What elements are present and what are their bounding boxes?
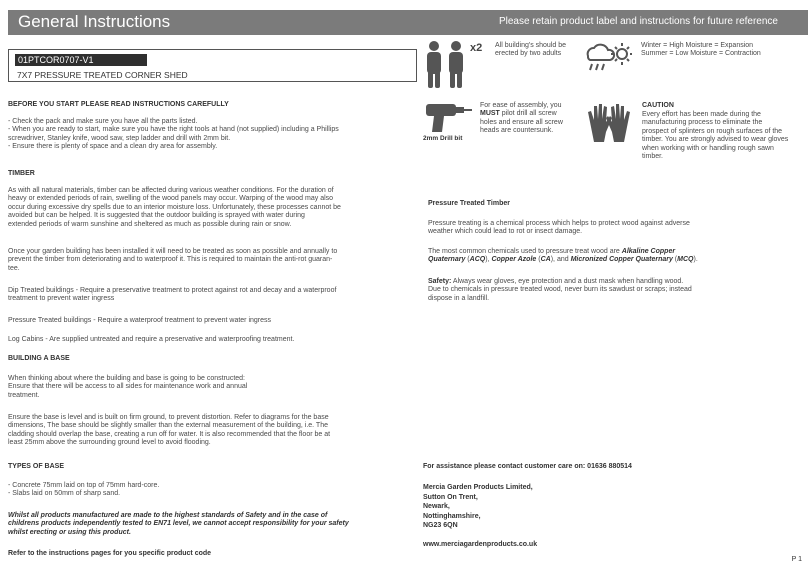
pressure-treated-paragraph xyxy=(428,220,690,237)
text-line xyxy=(428,278,692,286)
log-cabins-text: Log Cabins - Are supplied untreated and require a preservative and waterproofing treatment. xyxy=(8,336,295,343)
chemicals-paragraph xyxy=(428,248,698,265)
address-line: Mercia Garden Products Limited, xyxy=(423,484,533,491)
text-line: Once your garden building has been installed it will need to be treated as soon as possible and annually to xyxy=(8,248,338,255)
caution-text xyxy=(642,111,788,161)
text-line: whilst erecting or using this product. xyxy=(8,528,131,536)
address-line: Nottinghamshire, xyxy=(423,512,481,520)
drill-icon xyxy=(424,100,472,134)
caution-heading: CAUTION xyxy=(642,102,674,109)
text-line: weather which could lead to rot or insect damage. xyxy=(428,228,583,236)
text-line: Ensure the base is level and is built on firm ground, to prevent distortion. Refer to diagrams for the base xyxy=(8,414,329,421)
text-line: treatment. xyxy=(8,391,40,399)
page-number: P 1 xyxy=(791,556,802,563)
text-line: Every effort has been made during the xyxy=(642,111,761,118)
must-emphasis: MUST xyxy=(480,110,500,118)
text-line: when working with or handling rough sawn xyxy=(642,144,774,152)
chemical-abbr: MCQ xyxy=(677,256,694,264)
weather-text xyxy=(641,42,761,59)
header-bar xyxy=(8,10,808,35)
text-line: least 25mm above the surrounding ground level to avoid flooding. xyxy=(8,439,211,447)
text-line: Winter = High Moisture = Expansion xyxy=(641,42,754,49)
product-name: 7X7 PRESSURE TREATED CORNER SHED xyxy=(17,70,188,80)
list-item: - Ensure there is plenty of space and a clean dry area for assembly. xyxy=(8,143,218,151)
page-title: General Instructions xyxy=(18,12,171,31)
text-line: heavy or extended periods of rain, swelling of the wood panels may occur. Warping of the wood may also xyxy=(8,195,334,203)
before-start-list xyxy=(8,118,339,152)
text-line: Whilst all products manufactured are made to the highest standards of Safety and in the case of xyxy=(8,512,328,519)
list-item: - Concrete 75mm laid on top of 75mm hard-core. xyxy=(8,482,160,489)
text-line: prospect of splinters on rough surfaces of the xyxy=(642,127,783,135)
types-heading: TYPES OF BASE xyxy=(8,463,65,470)
drill-text xyxy=(480,102,563,136)
text-line: Pressure treating is a chemical process which helps to protect wood against adverse xyxy=(428,220,690,227)
types-list xyxy=(8,482,159,499)
text-line: cladding should overlap the base, creating a run off for water. It is also recommended that the floor be at xyxy=(8,430,331,438)
drill-bit-label: 2mm Drill bit xyxy=(423,135,463,142)
list-item: screwdriver, Stanley knife, wood saw, step ladder and drill with 2mm bit. xyxy=(8,134,231,142)
chemical-name: Micronized Copper Quaternary xyxy=(570,256,673,264)
product-label-box xyxy=(8,49,417,82)
text-span: The most common chemicals used to pressure treat wood are xyxy=(428,248,622,255)
text-line xyxy=(428,248,698,256)
text-line: Dip Treated buildings - Require a preservative treatment to protect against rot and decay and a waterproof xyxy=(8,287,337,294)
website-link[interactable]: www.merciagardenproducts.co.uk xyxy=(423,541,538,548)
product-code: 01PTCOR0707-V1 xyxy=(15,54,147,66)
list-item: - Slabs laid on 50mm of sharp sand. xyxy=(8,490,121,498)
text-line: holes and ensure all screw xyxy=(480,118,563,126)
address-line: NG23 6QN xyxy=(423,522,458,529)
chemical-abbr: ACQ xyxy=(469,256,486,264)
text-line: erected by two adults xyxy=(495,50,562,58)
chemical-name: Alkaline Copper xyxy=(621,248,676,255)
people-count: x2 xyxy=(470,42,483,54)
two-adults-icon xyxy=(422,40,470,90)
dip-treated-text xyxy=(8,287,336,304)
base-paragraph-1 xyxy=(8,375,247,400)
timber-paragraph-2 xyxy=(8,248,337,273)
text-line: All building's should be xyxy=(495,42,566,49)
before-start-heading: BEFORE YOU START PLEASE READ INSTRUCTIONS CAREFULLY xyxy=(8,101,229,108)
text-line xyxy=(480,102,563,110)
address-line: Newark, xyxy=(423,503,450,510)
two-adults-text xyxy=(495,42,566,59)
text-line: dispose in a landfill. xyxy=(428,294,490,302)
text-line: occur during excessive dry spells due to an interior moisture loss. Unfortunately, these processes cannot be xyxy=(8,203,341,211)
pressure-treated-heading: Pressure Treated Timber xyxy=(428,200,510,207)
gloves-icon xyxy=(586,100,632,144)
list-item: - Check the pack and make sure you have all the parts listed. xyxy=(8,118,198,125)
text-span: and xyxy=(556,256,571,264)
text-line: avoided but can be helped. It is suggested that the outdoor building is sprayed with water during xyxy=(8,212,305,220)
header-subtitle: Please retain product label and instructions for future reference xyxy=(498,16,778,27)
text-span: Always wear gloves, eye protection and a dust mask when handling wood. xyxy=(451,278,684,285)
text-line: Summer = Low Moisture = Contraction xyxy=(641,50,761,58)
text-line: timber. xyxy=(642,153,664,161)
safety-paragraph xyxy=(428,278,692,303)
base-heading: BUILDING A BASE xyxy=(8,355,70,362)
text-line: Due to chemicals in pressure treated wood, never burn its sawdust or scraps; instead xyxy=(428,286,692,294)
pressure-treated-text: Pressure Treated buildings - Require a waterproof treatment to prevent water ingress xyxy=(8,317,272,324)
text-span: pilot drill all screw xyxy=(499,110,557,118)
timber-heading: TIMBER xyxy=(8,170,35,177)
text-span: For ease of assembly, you xyxy=(480,102,562,109)
text-line: When thinking about where the building and base is going to be constructed: xyxy=(8,375,245,382)
text-line: As with all natural materials, timber can be affected during various weather conditions. For the duration of xyxy=(8,187,334,194)
safety-disclaimer xyxy=(8,512,349,537)
customer-care-line: For assistance please contact customer care on: 01636 880514 xyxy=(423,463,632,470)
company-address xyxy=(423,483,533,531)
text-line: dimensions, The base should be slightly smaller than the external measurement of the building, i.e. The xyxy=(8,422,328,430)
text-line: Quaternary (ACQ), Copper Azole (CA), and Micronized Copper Quaternary (MCQ). xyxy=(428,256,698,264)
chemical-abbr: CA xyxy=(540,256,551,264)
refer-instructions: Refer to the instructions pages for you specific product code xyxy=(8,550,212,557)
text-line: childrens products independently tested to EN71 level, we cannot accept responsibility for your safety xyxy=(8,520,349,528)
text-line: timber. You are strongly advised to wear gloves xyxy=(642,136,789,144)
text-line: heads are countersunk. xyxy=(480,127,554,135)
text-line: treatment to prevent water ingress xyxy=(8,295,115,303)
text-line: manufacturing process to eliminate the xyxy=(642,119,763,127)
text-line: Ensure that there will be access to all sides for maintenance work and annual xyxy=(8,383,248,391)
list-item: - When you are ready to start, make sure you have the right tools at hand (not supplied) including a Phillips xyxy=(8,126,339,134)
chemical-name: Copper Azole xyxy=(491,256,537,264)
text-line: tee. xyxy=(8,264,20,272)
safety-label: Safety: xyxy=(428,278,452,285)
text-line: prevent the timber from deteriorating and to waterproof it. This is required to maintain the anti-rot guaran- xyxy=(8,256,333,264)
weather-icon xyxy=(584,40,632,76)
address-line: Sutton On Trent, xyxy=(423,493,478,501)
text-line xyxy=(480,110,563,118)
chemical-name: Quaternary xyxy=(428,256,466,264)
timber-paragraph-1 xyxy=(8,187,341,229)
base-paragraph-2 xyxy=(8,414,330,448)
text-line: extended periods of warm sunshine and sheltered as much as possible during rain or snow. xyxy=(8,220,292,228)
